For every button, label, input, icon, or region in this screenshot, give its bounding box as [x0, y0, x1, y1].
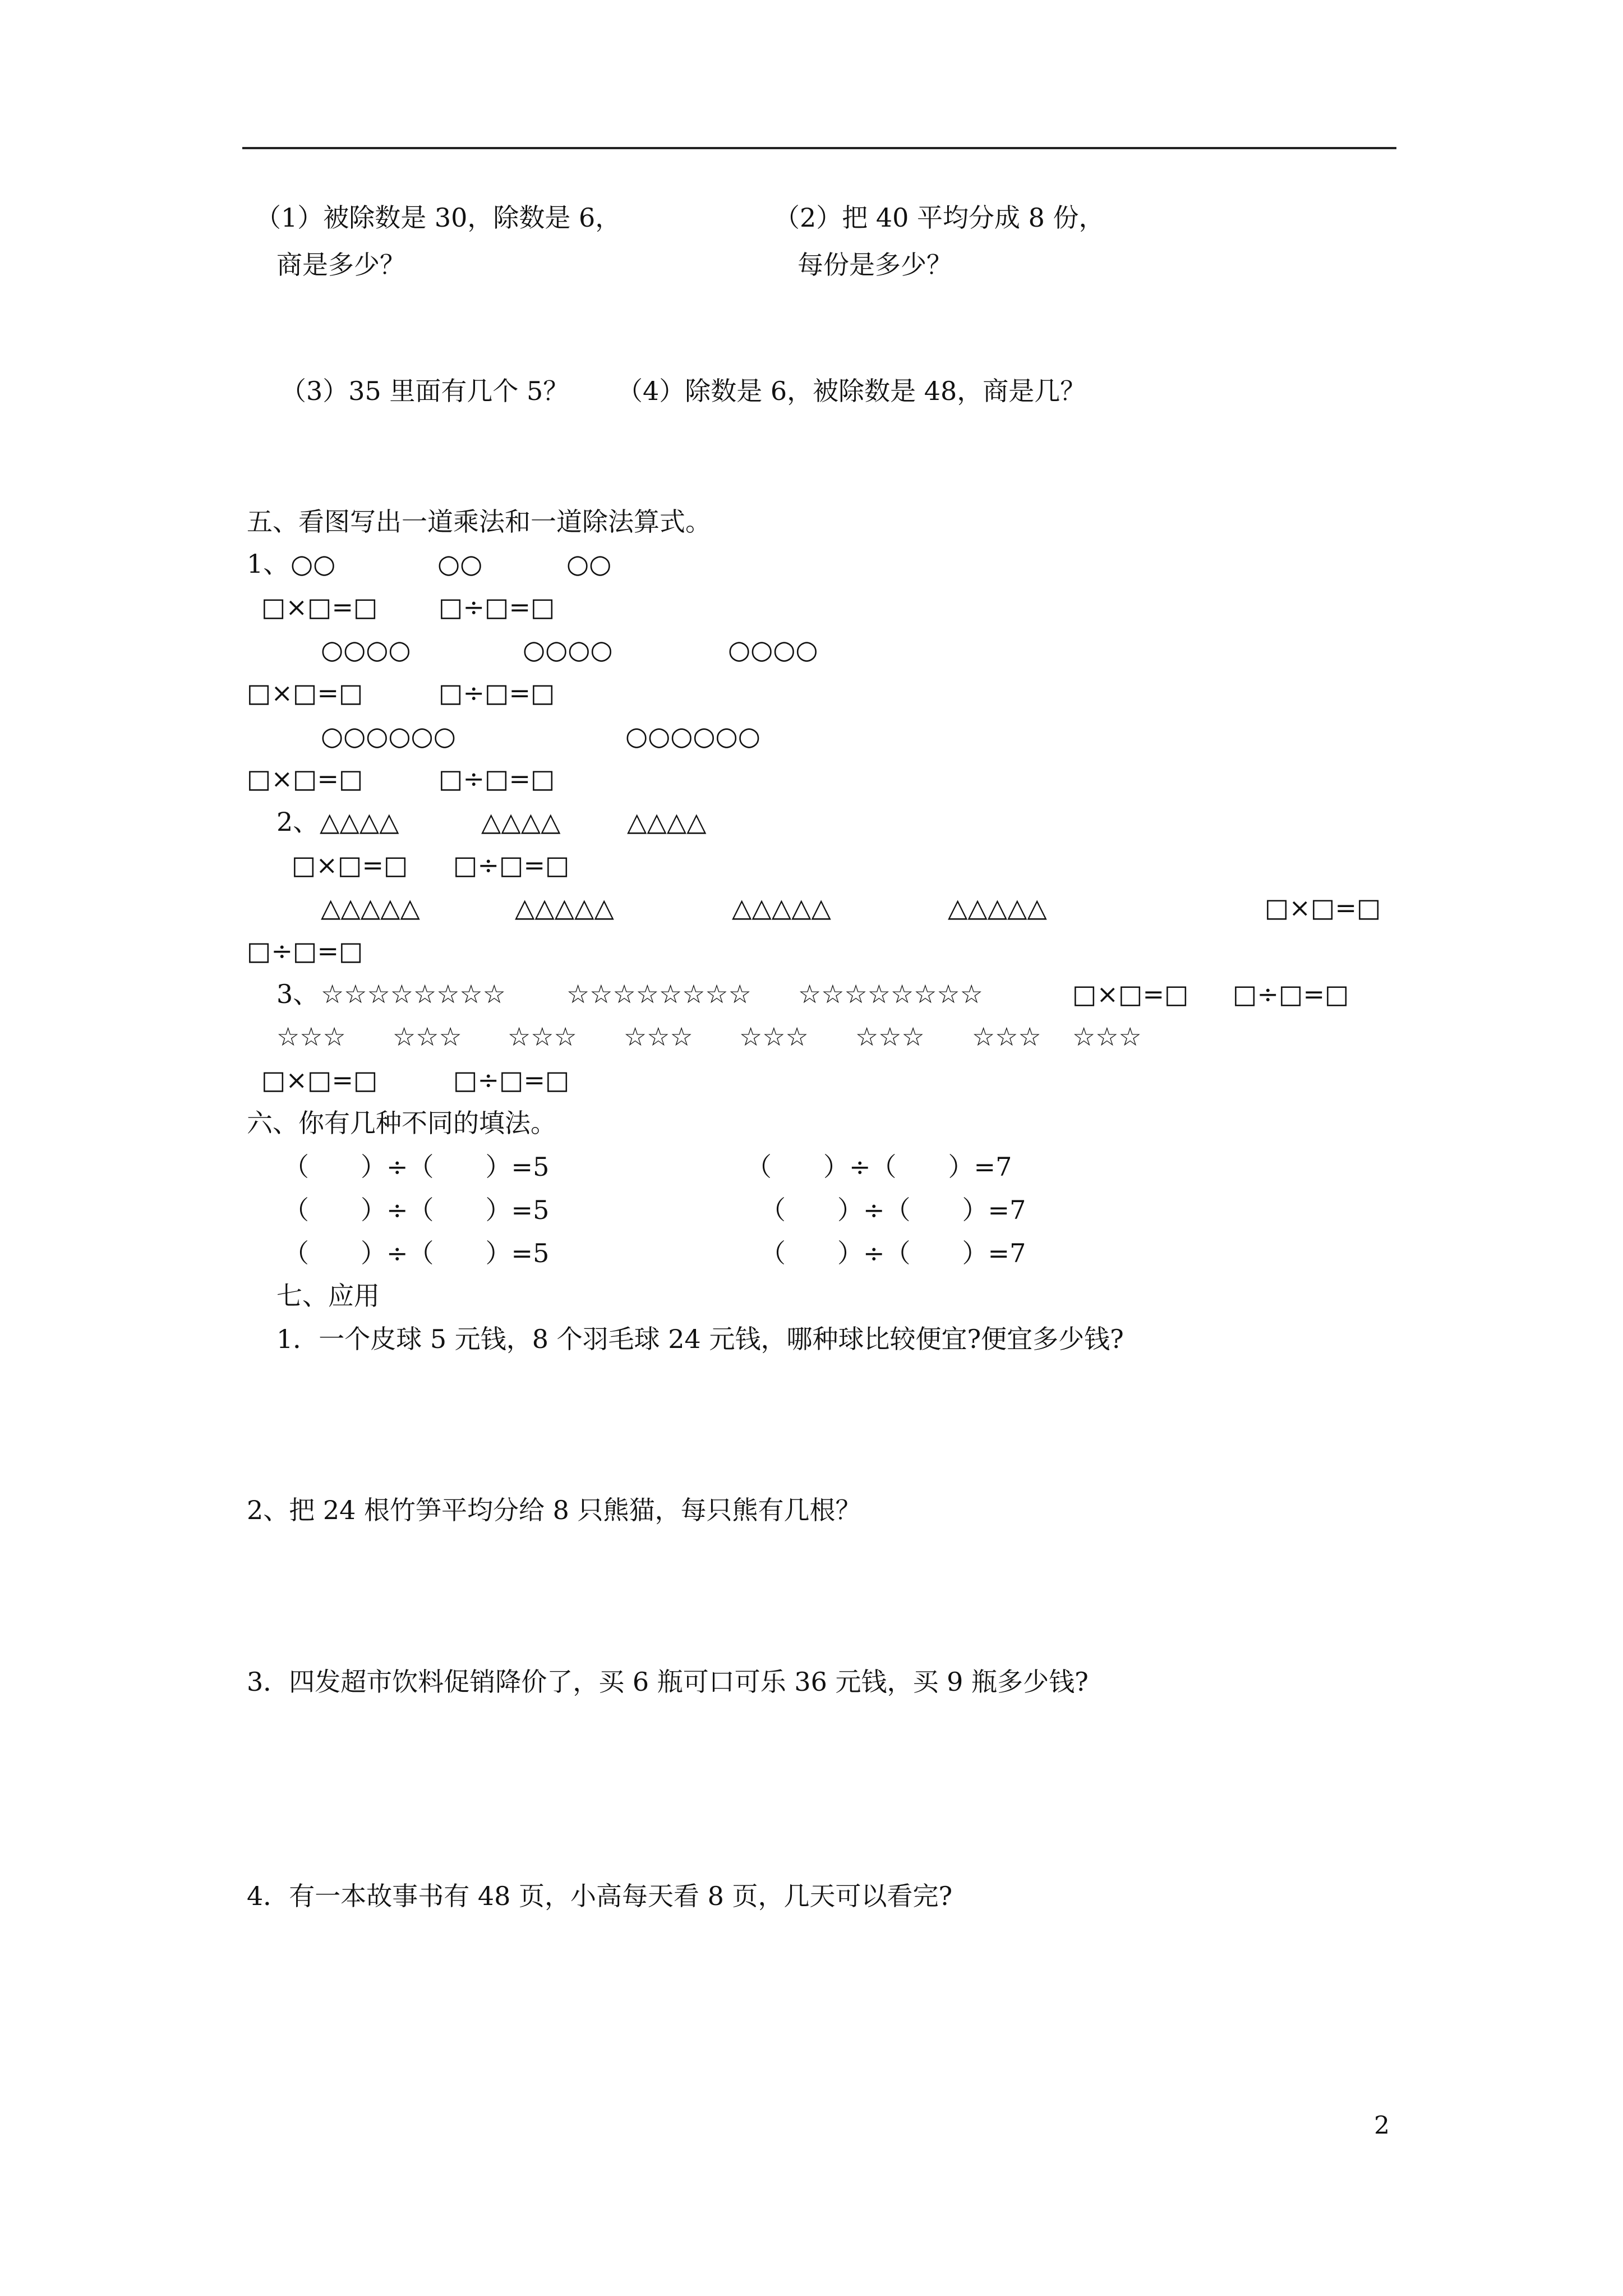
application-q2: 2、把 24 根竹笋平均分给 8 只熊猫，每只熊有几根？	[247, 1495, 861, 1525]
p3b-group-7: ☆☆☆	[972, 1022, 1041, 1052]
q1-line1: （1）被除数是 30，除数是 6，	[255, 203, 621, 233]
fill-left-row-2: （ ）÷（ ）=5	[283, 1195, 550, 1225]
p1-equation-mul: □×□=□	[261, 592, 378, 622]
fill-left-row-1: （ ）÷（ ）=5	[283, 1152, 550, 1182]
p3b-group-6: ☆☆☆	[855, 1022, 925, 1052]
q2-line1: （2）把 40 平均分成 8 份，	[774, 203, 1105, 233]
p1c-group-2: ○○○○○○	[625, 721, 760, 751]
p3b-group-2: ☆☆☆	[393, 1022, 462, 1052]
p2-equation-mul: □×□=□	[292, 850, 408, 880]
application-q1: 1．一个皮球 5 元钱，8 个羽毛球 24 元钱，哪种球比较便宜?便宜多少钱?	[276, 1324, 1124, 1354]
p1b-group-3: ○○○○	[728, 634, 818, 665]
fill-left-row-3: （ ）÷（ ）=5	[283, 1238, 550, 1268]
p3b-equation-mul: □×□=□	[261, 1065, 378, 1095]
p2b-equation-div: □÷□=□	[247, 936, 363, 966]
fill-right-row-2: （ ）÷（ ）=7	[760, 1195, 1026, 1225]
p1b-equation-mul: □×□=□	[247, 678, 363, 708]
p2b-group-4: △△△△△	[948, 892, 1047, 923]
p1-group-2: ○○	[437, 549, 483, 579]
p2b-equation-mul: □×□=□	[1265, 892, 1381, 923]
q1-line2: 商是多少？	[276, 250, 405, 280]
p1c-group-1: ○○○○○○	[321, 721, 456, 751]
p2b-group-3: △△△△△	[732, 892, 831, 923]
p3b-equation-div: □÷□=□	[453, 1065, 570, 1095]
p1-group-3: ○○	[566, 549, 612, 579]
p3-group-1: ☆☆☆☆☆☆☆☆	[321, 979, 506, 1009]
header-rule	[242, 147, 1396, 149]
p3-group-3: ☆☆☆☆☆☆☆☆	[798, 979, 983, 1009]
p1b-group-1: ○○○○	[321, 634, 411, 665]
p1c-equation-div: □÷□=□	[439, 763, 555, 794]
application-q3: 3．四发超市饮料促销降价了，买 6 瓶可口可乐 36 元钱，买 9 瓶多少钱?	[247, 1667, 1089, 1697]
section7-title: 七、应用	[276, 1281, 380, 1311]
p2b-group-2: △△△△△	[515, 892, 614, 923]
p3-equation-div: □÷□=□	[1233, 979, 1349, 1009]
section6-title: 六、你有几种不同的填法。	[247, 1108, 556, 1138]
p3-group-2: ☆☆☆☆☆☆☆☆	[566, 979, 751, 1009]
fill-right-row-1: （ ）÷（ ）=7	[746, 1152, 1012, 1182]
p1-group-1: ○○	[291, 549, 336, 579]
p3-equation-mul: □×□=□	[1072, 979, 1189, 1009]
p3b-group-8: ☆☆☆	[1072, 1022, 1142, 1052]
p2b-group-1: △△△△△	[321, 892, 420, 923]
q3: （3）35 里面有几个 5？	[280, 376, 569, 406]
p2-group-3: △△△△	[627, 807, 707, 837]
p2-group-2: △△△△	[481, 807, 561, 837]
p2-group-1: △△△△	[320, 807, 399, 837]
q2-line2: 每份是多少？	[797, 250, 952, 280]
q4: （4）除数是 6，被除数是 48，商是几？	[617, 376, 1086, 406]
p1c-equation-mul: □×□=□	[247, 763, 363, 794]
p1b-equation-div: □÷□=□	[439, 678, 555, 708]
p3b-group-3: ☆☆☆	[508, 1022, 577, 1052]
application-q4: 4．有一本故事书有 48 页，小高每天看 8 页，几天可以看完?	[247, 1881, 953, 1911]
fill-right-row-3: （ ）÷（ ）=7	[760, 1238, 1026, 1268]
p3-label: 3、	[276, 979, 319, 1009]
p3b-group-1: ☆☆☆	[276, 1022, 346, 1052]
p2-equation-div: □÷□=□	[453, 850, 570, 880]
p1-label: 1、	[247, 549, 289, 579]
p1b-group-2: ○○○○	[523, 634, 613, 665]
p2-label: 2、	[276, 807, 319, 837]
section5-title: 五、看图写出一道乘法和一道除法算式。	[247, 507, 711, 537]
page-number: 2	[1374, 2111, 1390, 2140]
p3b-group-4: ☆☆☆	[624, 1022, 693, 1052]
p1-equation-div: □÷□=□	[439, 592, 555, 622]
p3b-group-5: ☆☆☆	[739, 1022, 809, 1052]
